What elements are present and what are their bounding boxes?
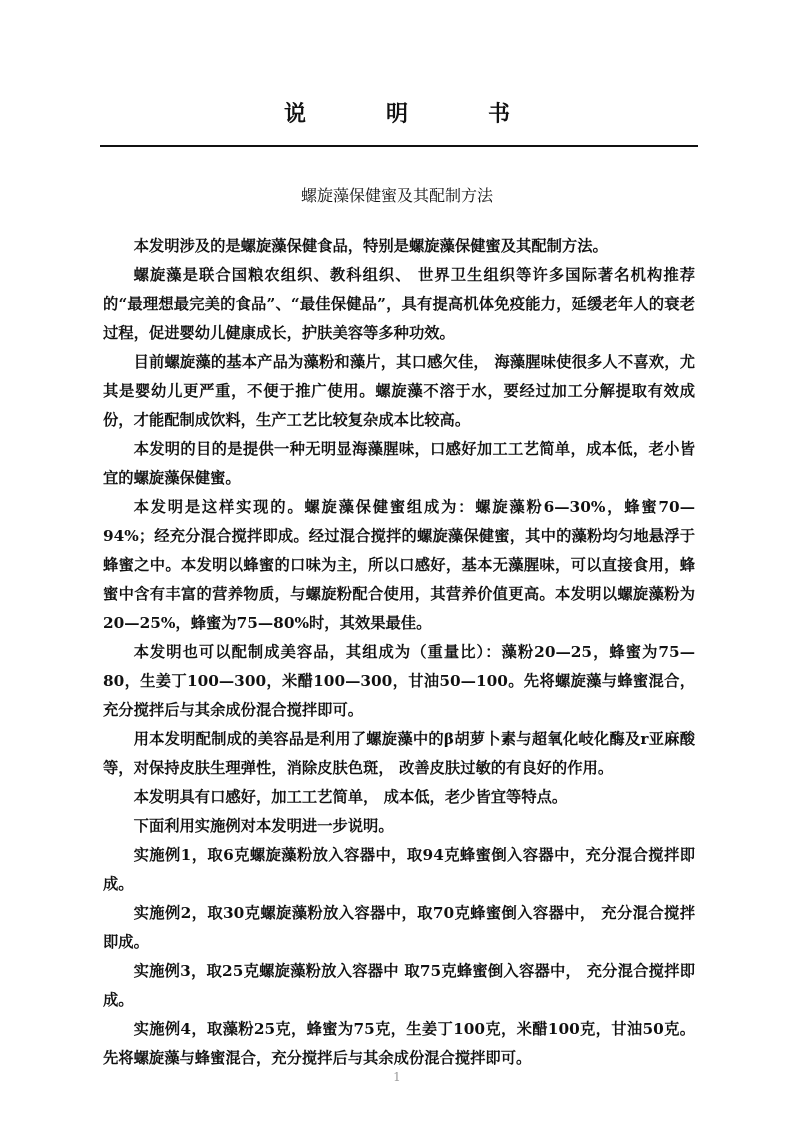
paragraph-background: 螺旋藻是联合国粮农组织、教科组织、 世界卫生组织等许多国际著名机构推荐的“最理想最完美的食品”、“最佳保健品”，具有提高机体免疫能力，延缓老年人的衰老过程，促进婴幼儿健康成长，护肤美容等多种功效。 — [103, 266, 695, 342]
paragraph-example-1: 实施例1，取6克螺旋藻粉放入容器中，取94克蜂蜜倒入容器中，充分混合搅拌即成。 — [103, 846, 695, 893]
paragraph-problem: 目前螺旋藻的基本产品为藻粉和藻片，其口感欠佳， 海藻腥味使很多人不喜欢，尤其是婴幼儿更严重，不便于推广使用。螺旋藻不溶于水，要经过加工分解提取有效成份，才能配制成饮料，生产工艺比较复杂成本比较高。 — [103, 353, 695, 429]
paragraph-cosmetic: 本发明也可以配制成美容品，其组成为（重量比）：藻粉20—25，蜂蜜为75—80，生姜丁100—300，米醋100—300，甘油50—100。先将螺旋藻与蜂蜜混合， 充分搅拌后与其余成份混合搅拌即可。 — [103, 643, 695, 719]
paragraph-implementation: 本发明是这样实现的。螺旋藻保健蜜组成为：螺旋藻粉6—30%，蜂蜜70—94%；经充分混合搅拌即成。经过混合搅拌的螺旋藻保健蜜，其中的藻粉均匀地悬浮于蜂蜜之中。本发明以蜂蜜的口味为主，所以口感好，基本无藻腥味，可以直接食用，蜂蜜中含有丰富的营养物质，与螺旋粉配合使用，其营养价值更高。本发明以螺旋藻粉为20—25%，蜂蜜为75—80%时，其效果最佳。 — [103, 498, 695, 632]
paragraph-examples-intro: 下面利用实施例对本发明进一步说明。 — [133, 817, 394, 835]
paragraph-objective: 本发明的目的是提供一种无明显海藻腥味，口感好加工工艺简单，成本低，老小皆宜的螺旋藻保健蜜。 — [103, 440, 695, 487]
page-number: 1 — [393, 1070, 401, 1084]
paragraph-example-4: 实施例4，取藻粉25克，蜂蜜为75克，生姜丁100克，米醋100克，甘油50克。 先将螺旋藻与蜂蜜混合，充分搅拌后与其余成份混合搅拌即可。 — [103, 1020, 695, 1067]
paragraph-cosmetic-effect: 用本发明配制成的美容品是利用了螺旋藻中的β胡萝卜素与超氧化岐化酶及r亚麻酸等，对保持皮肤生理弹性，消除皮肤色斑， 改善皮肤过敏的有良好的作用。 — [103, 730, 695, 777]
paragraph-example-3: 实施例3，取25克螺旋藻粉放入容器中 取75克蜂蜜倒入容器中， 充分混合搅拌即成。 — [103, 962, 695, 1009]
paragraph-intro: 本发明涉及的是螺旋藻保健食品，特别是螺旋藻保健蜜及其配制方法。 — [133, 237, 608, 255]
paragraph-example-2: 实施例2，取30克螺旋藻粉放入容器中，取70克蜂蜜倒入容器中， 充分混合搅拌即成。 — [103, 904, 695, 951]
document-title: 螺旋藻保健蜜及其配制方法 — [300, 186, 493, 205]
paragraph-features: 本发明具有口感好，加工工艺简单， 成本低，老少皆宜等特点。 — [133, 788, 568, 806]
header-rule — [100, 145, 698, 147]
document-body — [103, 232, 695, 1073]
header-title: 说明书 — [283, 101, 590, 127]
